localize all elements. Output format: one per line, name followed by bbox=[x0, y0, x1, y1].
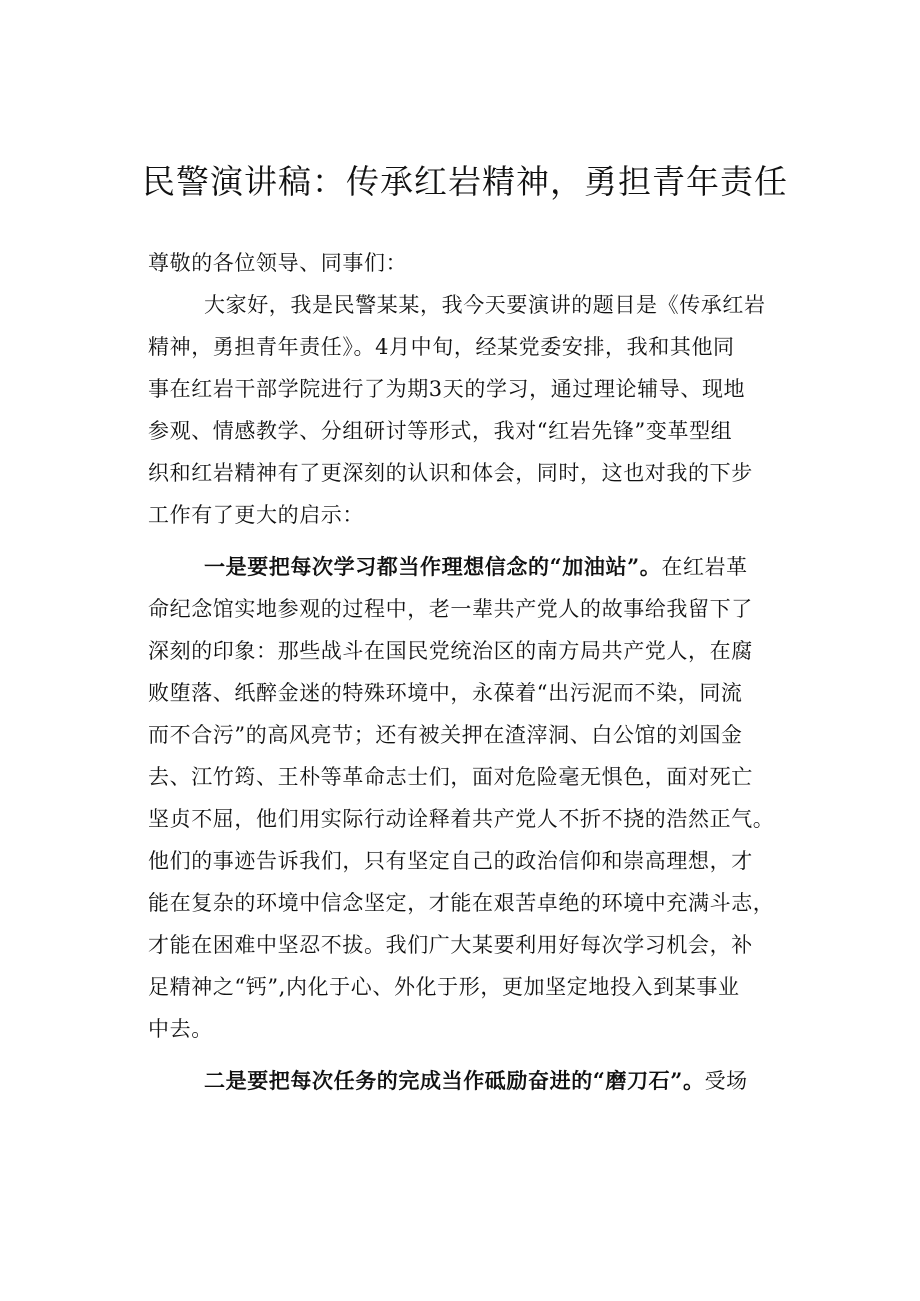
point-one-first-line-rest: 在红岩革 bbox=[661, 555, 748, 579]
point-one-line: 而不合污”的高风亮节；还有被关押在渣滓洞、白公馆的刘国金 bbox=[148, 723, 743, 747]
point-one-heading: 一是要把每次学习都当作理想信念的“加油站”。 bbox=[204, 554, 662, 579]
point-one-paragraph bbox=[148, 546, 828, 1050]
intro-line: 织和红岩精神有了更深刻的认识和体会，同时，这也对我的下步 bbox=[148, 461, 753, 485]
intro-paragraph bbox=[148, 284, 828, 536]
point-one-line: 能在复杂的环境中信念坚定，才能在艰苦卓绝的环境中充满斗志， bbox=[148, 891, 775, 915]
intro-line: 大家好，我是民警某某，我今天要演讲的题目是《传承红岩 bbox=[204, 293, 766, 317]
point-one-line: 去、江竹筠、王朴等革命志士们，面对危险毫无惧色，面对死亡 bbox=[148, 765, 753, 789]
point-one-line: 败堕落、纸醉金迷的特殊环境中，永葆着“出污泥而不染，同流 bbox=[148, 681, 743, 705]
point-two-first-line-rest: 受场 bbox=[704, 1069, 748, 1093]
document-title: 民警演讲稿：传承红岩精神，勇担青年责任 bbox=[142, 162, 788, 201]
point-one-line: 才能在困难中坚忍不拔。我们广大某要利用好每次学习机会，补 bbox=[148, 933, 753, 957]
intro-line: 精神，勇担青年责任》。4月中旬，经某党委安排，我和其他同 bbox=[148, 335, 735, 359]
point-one-line: 足精神之“钙”,内化于心、外化于形，更加坚定地投入到某事业 bbox=[148, 975, 740, 999]
point-one-line: 命纪念馆实地参观的过程中，老一辈共产党人的故事给我留下了 bbox=[148, 597, 753, 621]
salutation: 尊敬的各位领导、同事们： bbox=[148, 251, 408, 275]
point-two-first-line bbox=[148, 1060, 828, 1102]
point-one-first-line bbox=[148, 546, 828, 588]
point-one-line: 中去。 bbox=[148, 1017, 213, 1041]
intro-line: 事在红岩干部学院进行了为期3天的学习，通过理论辅导、现地 bbox=[148, 377, 746, 401]
point-one-line: 深刻的印象：那些战斗在国民党统治区的南方局共产党人，在腐 bbox=[148, 639, 753, 663]
intro-line: 工作有了更大的启示： bbox=[148, 503, 364, 527]
point-one-line: 坚贞不屈，他们用实际行动诠释着共产党人不折不挠的浩然正气。 bbox=[148, 807, 775, 831]
document-body bbox=[148, 242, 828, 1102]
intro-line: 参观、情感教学、分组研讨等形式，我对“红岩先锋”变革型组 bbox=[148, 419, 733, 443]
point-one-line: 他们的事迹告诉我们，只有坚定自己的政治信仰和崇高理想，才 bbox=[148, 849, 753, 873]
point-two-paragraph bbox=[148, 1060, 828, 1102]
point-two-heading: 二是要把每次任务的完成当作砥励奋进的“磨刀石”。 bbox=[204, 1068, 705, 1093]
